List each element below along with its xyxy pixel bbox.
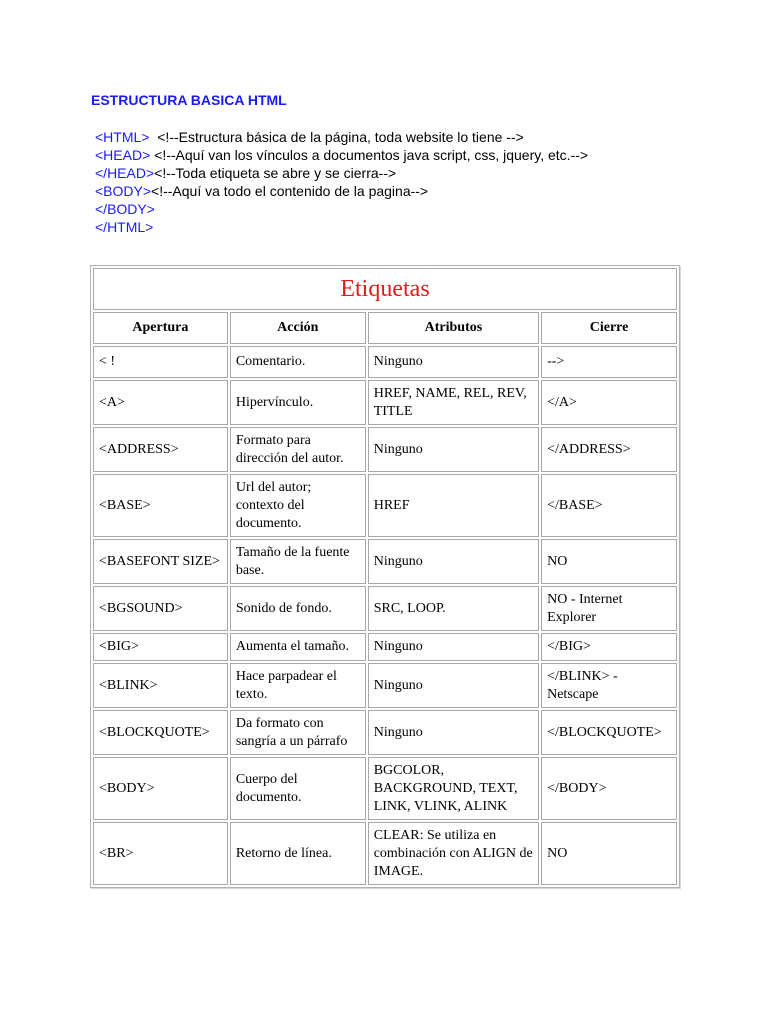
- code-tag: <BODY>: [95, 183, 152, 199]
- code-structure-block: [95, 128, 588, 236]
- cell-accion: Hace parpadear el texto.: [230, 663, 366, 708]
- cell-cierre: </BIG>: [541, 633, 677, 661]
- code-tag: <HEAD>: [95, 147, 151, 163]
- code-line: [95, 146, 588, 164]
- table-row: [93, 822, 677, 885]
- cell-apertura: < !: [93, 346, 228, 378]
- tags-table: [91, 266, 679, 887]
- cell-apertura: <ADDRESS>: [93, 427, 228, 472]
- table-caption: Etiquetas: [93, 268, 677, 310]
- cell-apertura: <BASE>: [93, 474, 228, 537]
- code-comment: <!--Toda etiqueta se abre y se cierra-->: [154, 165, 397, 181]
- cell-atributos: HREF: [368, 474, 539, 537]
- code-line: [95, 128, 588, 146]
- code-line: [95, 182, 588, 200]
- cell-atributos: Ninguno: [368, 346, 539, 378]
- column-header-accion: Acción: [230, 312, 366, 344]
- column-header-cierre: Cierre: [541, 312, 677, 344]
- cell-apertura: <BR>: [93, 822, 228, 885]
- cell-cierre: </BLINK> - Netscape: [541, 663, 677, 708]
- table-row: [93, 346, 677, 378]
- cell-apertura: <BGSOUND>: [93, 586, 228, 631]
- cell-cierre: </BASE>: [541, 474, 677, 537]
- cell-atributos: HREF, NAME, REL, REV, TITLE: [368, 380, 539, 425]
- cell-atributos: SRC, LOOP.: [368, 586, 539, 631]
- column-header-apertura: Apertura: [93, 312, 228, 344]
- table-row: [93, 633, 677, 661]
- cell-accion: Aumenta el tamaño.: [230, 633, 366, 661]
- cell-cierre: NO: [541, 539, 677, 584]
- cell-accion: Url del autor; contexto del documento.: [230, 474, 366, 537]
- cell-atributos: Ninguno: [368, 427, 539, 472]
- cell-apertura: <A>: [93, 380, 228, 425]
- code-tag: <HTML>: [95, 129, 150, 145]
- code-tag: </BODY>: [95, 201, 155, 217]
- cell-apertura: <BASEFONT SIZE>: [93, 539, 228, 584]
- table-row: [93, 427, 677, 472]
- table-row: [93, 474, 677, 537]
- cell-cierre: </BLOCKQUOTE>: [541, 710, 677, 755]
- cell-apertura: <BODY>: [93, 757, 228, 820]
- cell-accion: Comentario.: [230, 346, 366, 378]
- cell-accion: Hipervínculo.: [230, 380, 366, 425]
- code-comment: <!--Aquí van los vínculos a documentos java script, css, jquery, etc.-->: [150, 147, 589, 163]
- cell-cierre: </ADDRESS>: [541, 427, 677, 472]
- cell-cierre: </BODY>: [541, 757, 677, 820]
- cell-apertura: <BLINK>: [93, 663, 228, 708]
- cell-accion: Retorno de línea.: [230, 822, 366, 885]
- cell-accion: Da formato con sangría a un párrafo: [230, 710, 366, 755]
- cell-atributos: Ninguno: [368, 633, 539, 661]
- code-line: [95, 200, 588, 218]
- cell-accion: Tamaño de la fuente base.: [230, 539, 366, 584]
- column-header-atributos: Atributos: [368, 312, 539, 344]
- code-line: [95, 164, 588, 182]
- table-caption-row: [93, 268, 677, 310]
- cell-apertura: <BLOCKQUOTE>: [93, 710, 228, 755]
- cell-atributos: BGCOLOR, BACKGROUND, TEXT, LINK, VLINK, ALINK: [368, 757, 539, 820]
- cell-atributos: CLEAR: Se utiliza en combinación con ALIGN de IMAGE.: [368, 822, 539, 885]
- cell-accion: Cuerpo del documento.: [230, 757, 366, 820]
- code-comment: <!--Estructura básica de la página, toda website lo tiene -->: [149, 129, 524, 145]
- table-row: [93, 710, 677, 755]
- table-row: [93, 757, 677, 820]
- tags-table-container: [90, 265, 680, 888]
- table-row: [93, 586, 677, 631]
- cell-atributos: Ninguno: [368, 710, 539, 755]
- cell-cierre: -->: [541, 346, 677, 378]
- table-row: [93, 539, 677, 584]
- table-row: [93, 380, 677, 425]
- cell-atributos: Ninguno: [368, 539, 539, 584]
- cell-cierre: </A>: [541, 380, 677, 425]
- table-row: [93, 663, 677, 708]
- cell-cierre: NO: [541, 822, 677, 885]
- code-tag: </HEAD>: [95, 165, 155, 181]
- document-title: ESTRUCTURA BASICA HTML: [91, 92, 287, 108]
- code-line: [95, 218, 588, 236]
- cell-accion: Sonido de fondo.: [230, 586, 366, 631]
- cell-apertura: <BIG>: [93, 633, 228, 661]
- cell-accion: Formato para dirección del autor.: [230, 427, 366, 472]
- cell-atributos: Ninguno: [368, 663, 539, 708]
- code-comment: <!--Aquí va todo el contenido de la pagina-->: [151, 183, 429, 199]
- code-tag: </HTML>: [95, 219, 154, 235]
- table-header-row: [93, 312, 677, 344]
- cell-cierre: NO - Internet Explorer: [541, 586, 677, 631]
